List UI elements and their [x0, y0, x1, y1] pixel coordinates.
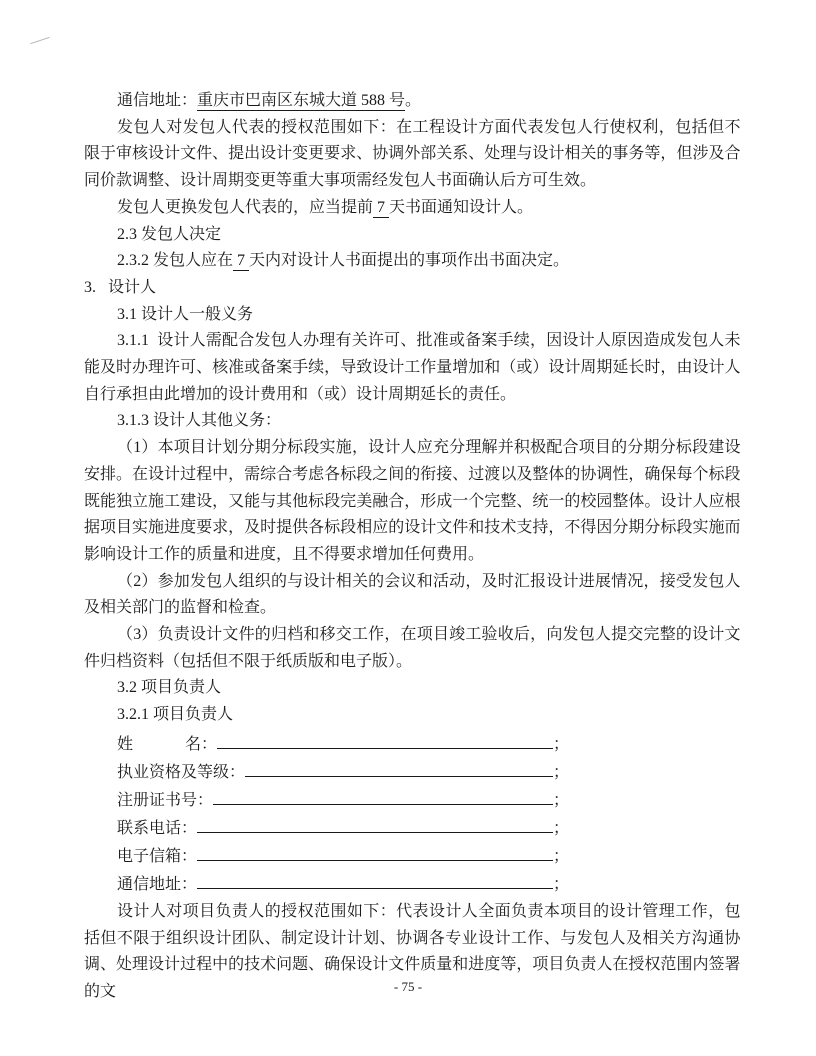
text-segment: 通信地址：	[117, 92, 198, 109]
underlined-text: 重庆市巴南区东城大道 588 号	[197, 92, 406, 109]
field-email-row	[117, 843, 569, 871]
project-leader-form	[117, 731, 741, 899]
field-certificate-no-row	[117, 787, 569, 815]
field-qualification-label: 执业资格及等级：	[117, 763, 246, 781]
clause-3-1-3-heading	[84, 408, 741, 435]
clause-3-1-1	[84, 328, 741, 408]
text-segment: 。	[405, 92, 422, 109]
text-segment: 发包人对发包人代表的授权范围如下：在工程设计方面代表发包人行使权利，包括但不限于审核设计文件、提出设计变更要求、协调外部关系、处理与设计相关的事务等，但涉及合同价款调整、设计周期变更等重大事项需经发包人书面确认后方可生效。	[84, 118, 741, 190]
field-name-row	[117, 731, 569, 759]
underlined-text: 7	[233, 252, 250, 270]
para-employer-representative-authority	[84, 115, 741, 195]
clause-3-heading	[84, 275, 741, 302]
clause-2-3-heading	[84, 222, 741, 249]
document-body	[84, 88, 741, 1006]
text-segment: 天书面通知设计人。	[389, 198, 534, 216]
text-segment: 3.1.3 设计人其他义务：	[117, 412, 282, 430]
field-name-suffix: ；	[552, 735, 569, 753]
field-address-label: 通信地址：	[117, 875, 198, 893]
field-phone-blank-underline[interactable]	[197, 831, 553, 833]
text-segment: 天内对设计人书面提出的事项作出书面决定。	[249, 252, 570, 270]
text-segment: （2）参加发包人组织的与设计相关的会议和活动，及时汇报设计进展情况，接受发包人及相关部门的监督和检查。	[84, 572, 741, 617]
field-certificate-no-blank-underline[interactable]	[213, 803, 553, 805]
field-address-suffix: ；	[552, 875, 569, 893]
clause-3-1-heading	[84, 302, 741, 329]
field-qualification-suffix: ；	[552, 763, 569, 781]
field-address-row	[117, 871, 569, 899]
field-certificate-no-suffix: ；	[552, 791, 569, 809]
clause-3-1-3-item-1	[84, 435, 741, 569]
text-segment: 发包人更换发包人代表的，应当提前	[117, 198, 374, 216]
field-qualification-row	[117, 759, 569, 787]
field-phone-label: 联系电话：	[117, 819, 198, 837]
para-mailing-address	[84, 88, 741, 115]
field-name-label: 姓 名：	[117, 735, 218, 753]
para-replace-representative-notice	[84, 195, 741, 222]
text-segment: 3.1 设计人一般义务	[117, 305, 254, 323]
field-name-blank-underline[interactable]	[217, 747, 553, 749]
field-email-blank-underline[interactable]	[197, 859, 553, 861]
text-segment: 3.1.1 设计人需配合发包人办理有关许可、批准或备案手续，因设计人原因造成发包人未能及时办理许可、核准或备案手续，导致设计工作量增加和（或）设计周期延长时，由设计人自行承担由此增加的设计费用和（或）设计周期延长的责任。	[84, 332, 741, 403]
text-segment: 3. 设计人	[84, 278, 157, 296]
text-segment: 2.3 发包人决定	[117, 225, 222, 243]
field-phone-suffix: ；	[552, 819, 569, 837]
field-certificate-no-label: 注册证书号：	[117, 791, 214, 809]
clause-3-2-heading	[84, 675, 741, 702]
field-email-label: 电子信箱：	[117, 847, 198, 865]
clause-2-3-2	[84, 248, 741, 275]
text-segment: 3.2.1 项目负责人	[117, 706, 234, 724]
clause-3-1-3-item-3	[84, 622, 741, 675]
page-number: - 75 -	[393, 979, 423, 994]
text-segment: 3.2 项目负责人	[117, 679, 222, 697]
text-segment: 设计人对项目负责人的授权范围如下：代表设计人全面负责本项目的设计管理工作，包括但不限于组织设计团队、制定设计计划、协调各专业设计工作、与发包人及相关方沟通协调、处理设计过程中的技术问题、确保设计文件质量和进度等，项目负责人在授权范围内签署的文	[84, 902, 741, 1000]
text-segment: （1）本项目计划分期分标段实施，设计人应充分理解并积极配合项目的分期分标段建设安排。在设计过程中，需综合考虑各标段之间的衔接、过渡以及整体的协调性，确保每个标段既能独立施工建设，又能与其他标段完美融合，形成一个完整、统一的校园整体。设计人应根据项目实施进度要求，及时提供各标段相应的设计文件和技术支持，不得因分期分标段实施而影响设计工作的质量和进度，且不得要求增加任何费用。	[84, 439, 741, 563]
clause-3-1-3-item-2	[84, 569, 741, 622]
field-qualification-blank-underline[interactable]	[245, 775, 553, 777]
field-address-blank-underline[interactable]	[197, 887, 553, 889]
underlined-text: 7	[373, 198, 390, 216]
field-phone-row	[117, 815, 569, 843]
field-email-suffix: ；	[552, 847, 569, 865]
clause-3-2-1-heading	[84, 702, 741, 729]
text-segment: 2.3.2 发包人应在	[117, 252, 234, 270]
text-segment: （3）负责设计文件的归档和移交工作，在项目竣工验收后，向发包人提交完整的设计文件归档资料（包括但不限于纸质版和电子版）。	[84, 626, 741, 670]
scan-artifact-mark	[30, 37, 49, 44]
